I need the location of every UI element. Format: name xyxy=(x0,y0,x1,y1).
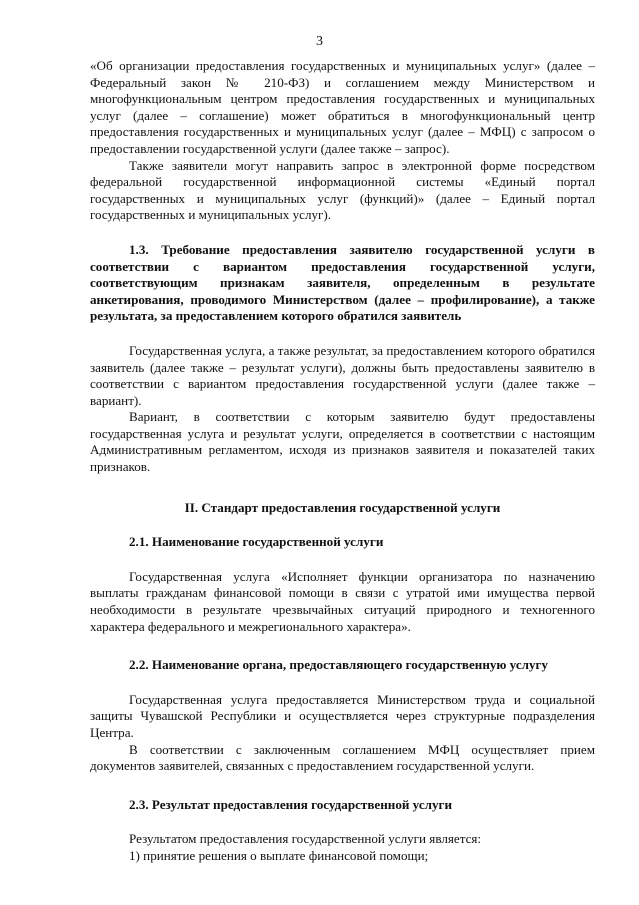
section-heading-2-3: 2.3. Результат предоставления государственной услуги xyxy=(129,796,453,812)
section-heading-2-2: 2.2. Наименование органа, предоставляющего государственную услугу xyxy=(129,657,549,673)
section-heading-1-3: 1.3. Требование предоставления заявителю государственной услуги в соответствии с вариантом предоставления государственной услуги, соответствующим признакам заявителя, определенным в результате анкетирования, проводимого Министерством (далее – профилирование), а также результата, за предоставлением которого обратился заявитель xyxy=(90,241,595,324)
paragraph-electronic-request: Также заявители могут направить запрос в электронной форме посредством федеральной государственной информационной системы «Единый портал государственных и муниципальных услуг (функций)» (далее – Единый портал государственных и муниципальных услуг). xyxy=(90,157,595,223)
chapter-heading-ii: II. Стандарт предоставления государственной услуги xyxy=(184,499,501,515)
paragraph-mfc: В соответствии с заключенным соглашением МФЦ осуществляет прием документов заявителей, связанных с предоставлением государственной услуги. xyxy=(90,741,595,774)
paragraph-service-name: Государственная услуга «Исполняет функции организатора по назначению выплаты гражданам финансовой помощи в связи с утратой ими имущества первой необходимости в результате чрезвычайных ситуаций природного и техногенного характера федерального и межрегионального характера». xyxy=(90,568,595,634)
paragraph-ministry: Государственная услуга предоставляется Министерством труда и социальной защиты Чувашской Республики и осуществляется через структурные подразделения Центра. xyxy=(90,691,595,740)
list-item-1: 1) принятие решения о выплате финансовой помощи; xyxy=(129,847,429,863)
paragraph-service-result: Государственная услуга, а также результат, за предоставлением которого обратился заявитель (далее также – результат услуги), должны быть предоставлены заявителю в соответствии с вариантом предоставления государственной услуги (далее также – вариант). xyxy=(90,342,595,408)
page-number: 3 xyxy=(316,34,323,49)
paragraph-result-intro: Результатом предоставления государственной услуги является: xyxy=(129,831,482,847)
paragraph-variant: Вариант, в соответствии с которым заявителю будут предоставлены государственная услуга и результат услуги, определяется в соответствии с настоящим Административным регламентом, исходя из признаков заявителя и показателей таких признаков. xyxy=(90,409,595,475)
paragraph-federal-law: «Об организации предоставления государственных и муниципальных услуг» (далее – Федеральный закон № 210-ФЗ) и соглашением между Министерством и многофункциональным центром предоставления государственных и муниципальных услуг (далее – соглашение) может обратиться в многофункциональный центр предоставления государственных и муниципальных услуг (далее – МФЦ) с запросом о предоставлении государственной услуги (далее также – запрос). xyxy=(90,58,595,156)
section-heading-2-1: 2.1. Наименование государственной услуги xyxy=(129,534,384,550)
page-content xyxy=(90,58,595,865)
